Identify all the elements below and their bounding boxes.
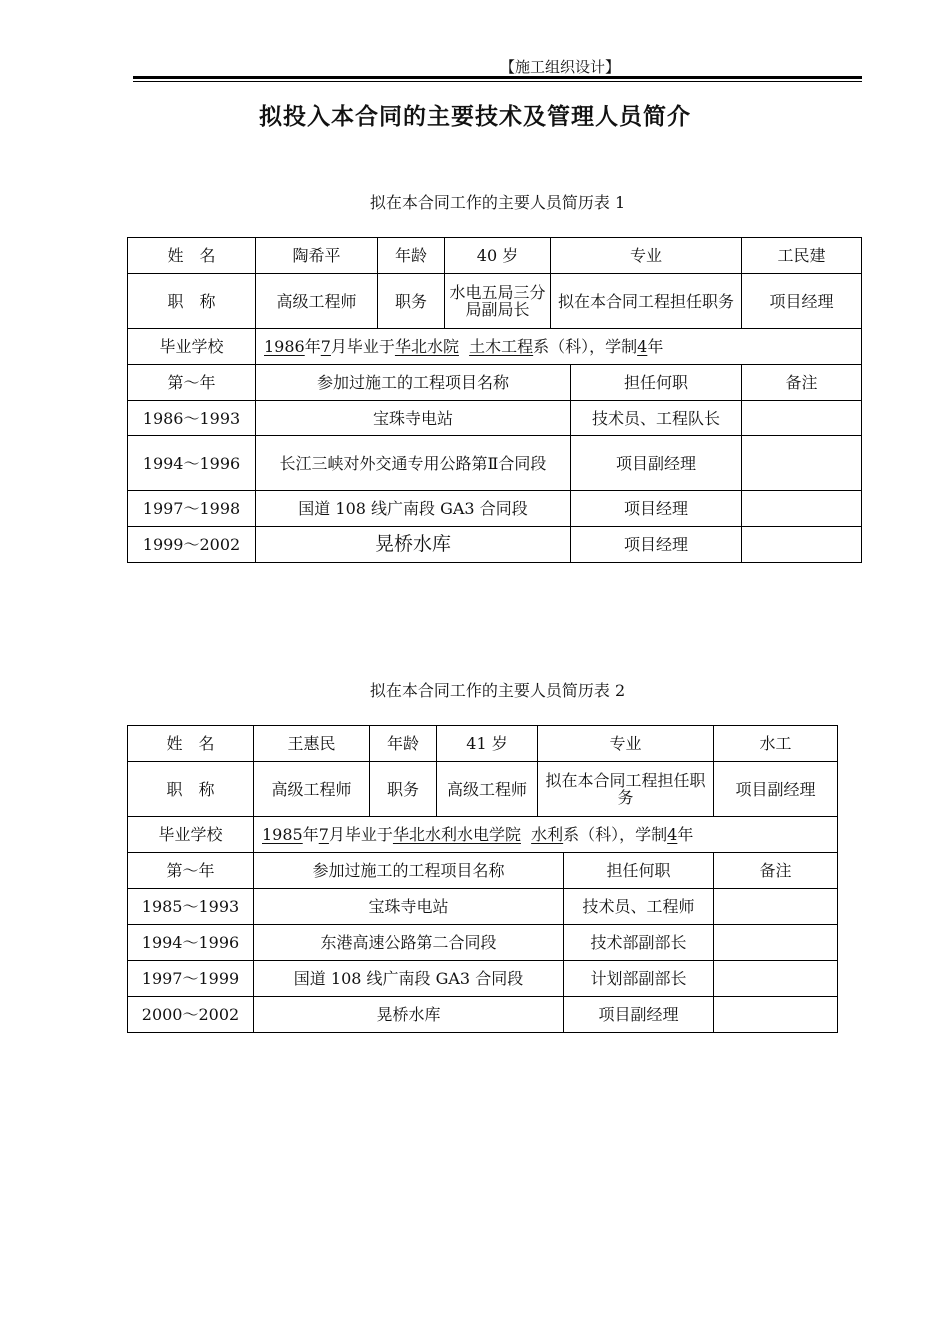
note-cell	[714, 889, 838, 925]
grad-text: 月毕业于	[330, 337, 395, 356]
grad-year: 1986	[264, 337, 305, 356]
table-row	[128, 491, 862, 527]
note-cell	[742, 401, 862, 436]
name-label: 姓 名	[128, 726, 254, 762]
school-info	[256, 329, 862, 365]
grad-text: 系（科），学制	[563, 825, 668, 844]
grad-text: 月毕业于	[328, 825, 393, 844]
note-cell	[742, 436, 862, 491]
table2-row-name	[128, 726, 838, 762]
table-row	[128, 401, 862, 436]
age-value: 40 岁	[445, 238, 551, 274]
period-cell: 1994～1996	[128, 925, 254, 961]
project-cell: 国道 108 线广南段 GA3 合同段	[254, 961, 564, 997]
grad-month: 7	[318, 825, 329, 844]
age-label: 年龄	[378, 238, 445, 274]
table2-column-headers	[128, 853, 838, 889]
school-label: 毕业学校	[128, 817, 254, 853]
table2-row-school	[128, 817, 838, 853]
title-value: 高级工程师	[256, 274, 378, 329]
note-cell	[742, 491, 862, 527]
document-header-tag: 【施工组织设计】	[500, 58, 621, 76]
grad-year: 1985	[262, 825, 303, 844]
resume-table-2	[127, 725, 838, 1033]
study-years: 4	[637, 337, 648, 356]
department-name: 水利	[531, 825, 564, 844]
note-cell	[714, 925, 838, 961]
table-row	[128, 997, 838, 1033]
grad-text: 年	[302, 825, 319, 844]
duty-label: 职务	[370, 762, 437, 817]
note-cell	[714, 997, 838, 1033]
project-cell: 长江三峡对外交通专用公路第Ⅱ合同段	[256, 436, 571, 491]
position-cell: 项目经理	[571, 527, 742, 563]
title-label: 职 称	[128, 274, 256, 329]
grad-month: 7	[320, 337, 331, 356]
duty-label: 职务	[378, 274, 445, 329]
col-header-project: 参加过施工的工程项目名称	[254, 853, 564, 889]
col-header-period: 第～年	[128, 853, 254, 889]
title-value: 高级工程师	[254, 762, 370, 817]
table1-row-school	[128, 329, 862, 365]
project-cell: 东港高速公路第二合同段	[254, 925, 564, 961]
position-cell: 计划部副部长	[564, 961, 714, 997]
col-header-position: 担任何职	[571, 365, 742, 401]
position-cell: 技术部副部长	[564, 925, 714, 961]
col-header-project: 参加过施工的工程项目名称	[256, 365, 571, 401]
project-cell: 晃桥水库	[254, 997, 564, 1033]
note-cell	[742, 527, 862, 563]
study-years: 4	[667, 825, 678, 844]
project-cell: 宝珠寺电站	[256, 401, 571, 436]
table1-caption: 拟在本合同工作的主要人员简历表 1	[369, 193, 626, 212]
position-cell: 项目副经理	[564, 997, 714, 1033]
header-rule-thin	[133, 81, 862, 82]
position-cell: 项目副经理	[571, 436, 742, 491]
page-title: 拟投入本合同的主要技术及管理人员简介	[259, 104, 691, 130]
resume-table-1	[127, 237, 862, 563]
school-name: 华北水利水电学院	[392, 825, 521, 844]
table-row	[128, 925, 838, 961]
name-value: 陶希平	[256, 238, 378, 274]
title-label: 职 称	[128, 762, 254, 817]
period-cell: 1999～2002	[128, 527, 256, 563]
project-cell: 晃桥水库	[256, 527, 571, 563]
duty-value: 高级工程师	[437, 762, 538, 817]
project-cell: 国道 108 线广南段 GA3 合同段	[256, 491, 571, 527]
grad-text: 年	[304, 337, 321, 356]
role-value: 项目副经理	[714, 762, 838, 817]
major-label: 专业	[551, 238, 742, 274]
school-name: 华北水院	[394, 337, 459, 356]
age-label: 年龄	[370, 726, 437, 762]
role-label: 拟在本合同工程担任职务	[538, 762, 714, 817]
period-cell: 1986～1993	[128, 401, 256, 436]
grad-text: 年	[677, 825, 694, 844]
col-header-period: 第～年	[128, 365, 256, 401]
position-cell: 项目经理	[571, 491, 742, 527]
table1-column-headers	[128, 365, 862, 401]
role-label: 拟在本合同工程担任职务	[551, 274, 742, 329]
note-cell	[714, 961, 838, 997]
period-cell: 1994～1996	[128, 436, 256, 491]
major-value: 工民建	[742, 238, 862, 274]
table-row	[128, 436, 862, 491]
period-cell: 1985～1993	[128, 889, 254, 925]
table1-row-title	[128, 274, 862, 329]
position-cell: 技术员、工程师	[564, 889, 714, 925]
table2-caption: 拟在本合同工作的主要人员简历表 2	[369, 681, 626, 700]
table1-row-name	[128, 238, 862, 274]
school-label: 毕业学校	[128, 329, 256, 365]
name-value: 王惠民	[254, 726, 370, 762]
col-header-note: 备注	[742, 365, 862, 401]
col-header-position: 担任何职	[564, 853, 714, 889]
duty-value: 水电五局三分局副局长	[445, 274, 551, 329]
department-name: 土木工程	[469, 337, 534, 356]
header-rule-thick	[133, 76, 862, 79]
grad-text: 年	[647, 337, 664, 356]
project-cell: 宝珠寺电站	[254, 889, 564, 925]
age-value: 41 岁	[437, 726, 538, 762]
period-cell: 1997～1998	[128, 491, 256, 527]
col-header-note: 备注	[714, 853, 838, 889]
position-cell: 技术员、工程队长	[571, 401, 742, 436]
school-info	[254, 817, 838, 853]
grad-text: 系（科），学制	[533, 337, 638, 356]
role-value: 项目经理	[742, 274, 862, 329]
major-label: 专业	[538, 726, 714, 762]
table-row	[128, 527, 862, 563]
period-cell: 1997～1999	[128, 961, 254, 997]
major-value: 水工	[714, 726, 838, 762]
table-row	[128, 889, 838, 925]
table-row	[128, 961, 838, 997]
name-label: 姓 名	[128, 238, 256, 274]
table2-row-title	[128, 762, 838, 817]
period-cell: 2000～2002	[128, 997, 254, 1033]
